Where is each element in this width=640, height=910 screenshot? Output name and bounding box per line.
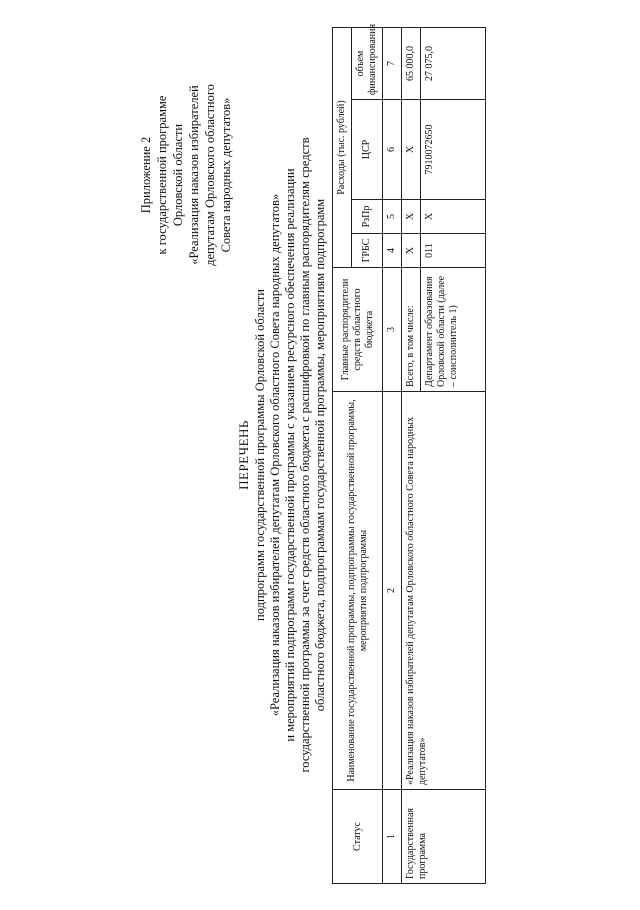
row-manager: Всего, в том числе: xyxy=(402,268,421,392)
appendix-line: Приложение 2 xyxy=(139,136,153,214)
title-line: государственной программы за счет средств областного бюджета с расшифровкой по главным распорядителям средств xyxy=(298,137,312,773)
appendix-line: Орловской области xyxy=(171,123,185,227)
header-managers: Главные распорядители средств областного бюджета xyxy=(333,268,383,392)
appendix-block xyxy=(138,55,234,295)
table-row xyxy=(402,28,421,884)
row-volume: 65 000,0 xyxy=(402,28,421,100)
column-number: 1 xyxy=(383,790,402,884)
row-status: Государственная программа xyxy=(402,790,486,884)
row-csr: 7910072650 xyxy=(421,100,486,200)
document-title xyxy=(236,20,328,890)
column-number: 5 xyxy=(383,200,402,234)
row-grbs: Х xyxy=(402,234,421,268)
header-csr: ЦСР xyxy=(352,100,383,200)
row-volume: 27 075,0 xyxy=(421,28,486,100)
column-number-row xyxy=(383,28,402,884)
header-status: Статус xyxy=(333,790,383,884)
row-name: «Реализация наказов избирателей депутатам Орловского областного Совета народных депутатов» xyxy=(402,392,486,790)
column-number: 3 xyxy=(383,268,402,392)
header-expenses: Расходы (тыс. рублей) xyxy=(333,28,352,268)
header-volume: объем финансирования xyxy=(352,28,383,100)
title-heading: ПЕРЕЧЕНЬ xyxy=(236,420,251,490)
row-manager: Департамент образования Орловской области (далее – соисполнитель 1) xyxy=(421,268,486,392)
row-rzpr: Х xyxy=(402,200,421,234)
title-line: подпрограмм государственной программы Орловской области xyxy=(253,289,267,621)
header-row xyxy=(333,28,352,884)
title-line: и мероприятий подпрограмм государственной программы с указанием ресурсного обеспечения реализации xyxy=(283,168,297,742)
column-number: 4 xyxy=(383,234,402,268)
program-table xyxy=(332,23,486,884)
appendix-line: Совета народных депутатов» xyxy=(219,97,233,253)
header-name: Наименование государственной программы, подпрограммы государственной программы, мероприятия подпрограммы xyxy=(333,392,383,790)
header-rzpr: РзПр xyxy=(352,200,383,234)
column-number: 7 xyxy=(383,28,402,100)
appendix-line: «Реализация наказов избирателей xyxy=(187,85,201,265)
column-number: 2 xyxy=(383,392,402,790)
column-number: 6 xyxy=(383,100,402,200)
header-grbs: ГРБС xyxy=(352,234,383,268)
title-line: «Реализация наказов избирателей депутатам Орловского областного Совета народных депутатов» xyxy=(268,193,282,717)
row-grbs: 011 xyxy=(421,234,486,268)
row-csr: Х xyxy=(402,100,421,200)
appendix-line: депутатам Орловского областного xyxy=(203,84,217,266)
row-rzpr: Х xyxy=(421,200,486,234)
appendix-line: к государственной программе xyxy=(155,95,169,255)
title-line: областного бюджета, подпрограммам государственной программы, мероприятиям подпрограмм xyxy=(313,198,327,712)
